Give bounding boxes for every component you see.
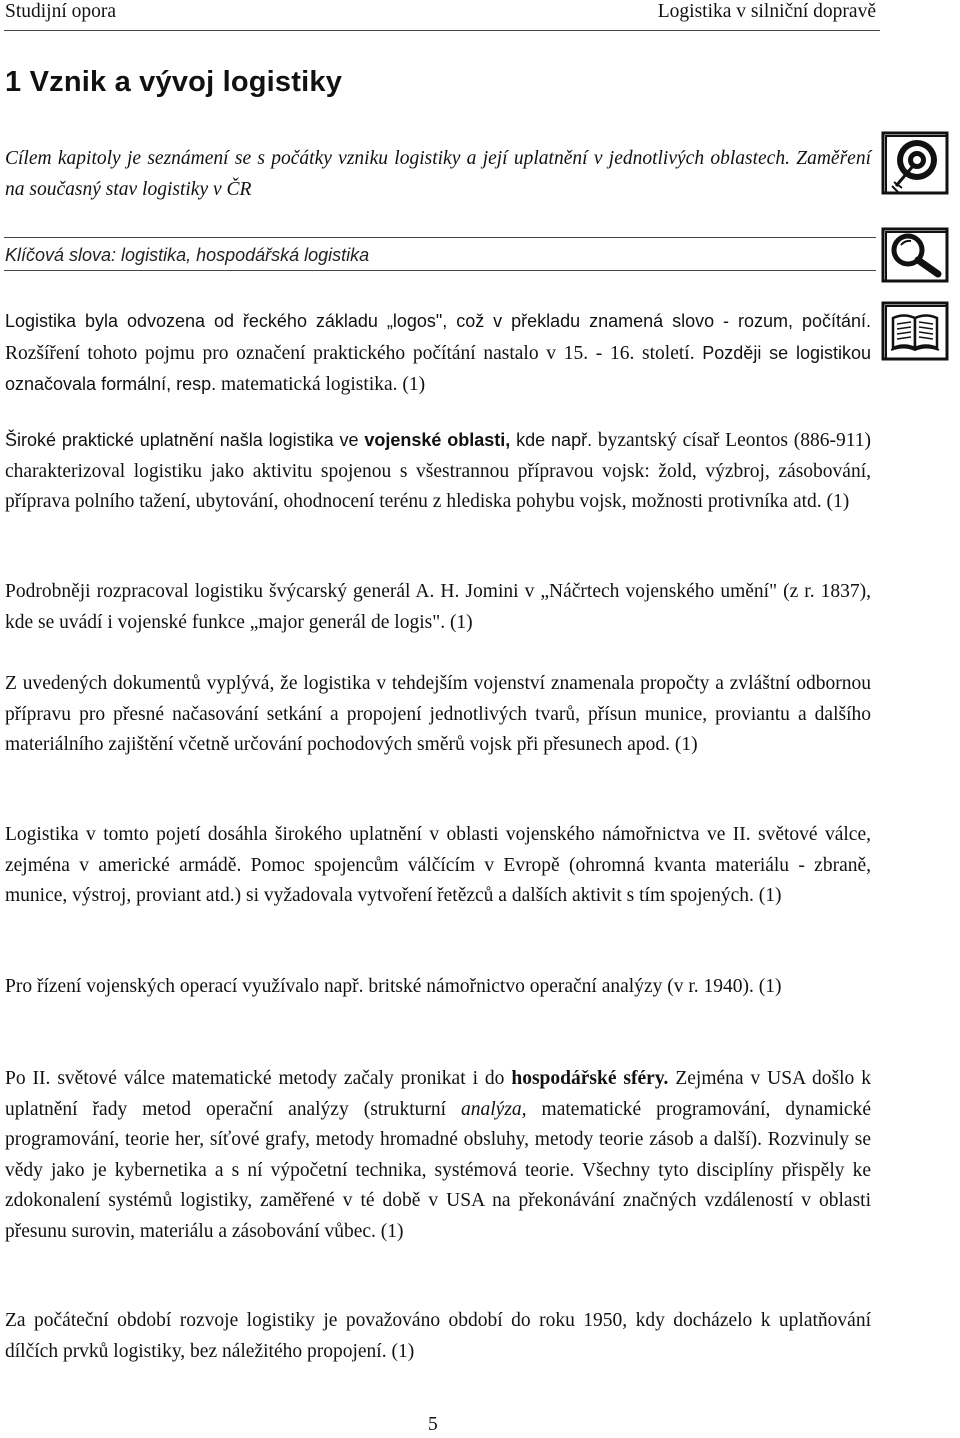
paragraph-5: Logistika v tomto pojetí dosáhla širokého uplatnění v oblasti vojenského námořnictva ve II. světové válce, zejména v americké armádě. Pomoc spojencům válčícím v Evropě (ohromná kvanta materiálu - zbraně, munice, výstroj, proviant atd.) si vyžadovala vytvoření řetězců a dalších aktivit s tím spojených. (1) — [5, 824, 871, 906]
paragraph-1-part-b: Rozšíření tohoto pojmu pro označení praktického počítání nastalo v 15. - 16. století. — [5, 342, 703, 364]
paragraph-7 — [5, 1064, 871, 1247]
page-header — [0, 0, 960, 32]
paragraph-7-italic: analýza, — [461, 1098, 527, 1120]
keywords-bottom-rule — [4, 270, 876, 271]
paragraph-2-part-a: Široké praktické uplatnění našla logistika ve — [5, 430, 365, 450]
paragraph-6: Pro řízení vojenských operací využívalo např. britské námořnictvo operační analýzy (v r. 1940). (1) — [5, 976, 782, 997]
paragraph-1 — [5, 306, 871, 401]
paragraph-1-part-a: Logistika byla odvozena od řeckého základu „logos", což v překladu znamená slovo - rozum, počítání. — [5, 311, 871, 331]
keywords: Klíčová slova: logistika, hospodářská logistika — [5, 245, 370, 265]
paragraph-1-part-c: Později se logistikou označovala formální, resp. — [5, 342, 872, 394]
chapter-title: 1 Vznik a vývoj logistiky — [5, 66, 343, 98]
paragraph-7-bold: hospodářské sféry. — [511, 1068, 669, 1089]
open-book-icon — [880, 300, 950, 362]
page-number: 5 — [428, 1414, 438, 1435]
paragraph-2-part-c: kde např. — [510, 430, 593, 450]
target-icon — [880, 130, 950, 196]
paragraph-2-bold: vojenské oblasti, — [364, 430, 511, 450]
paragraph-7-part-c: Zejména v USA došlo k uplatnění řady metod operační analýzy (strukturní — [5, 1068, 872, 1120]
paragraph-1-part-d: matematická logistika. (1) — [216, 374, 426, 395]
paragraph-2-part-d: byzantský císař Leontos (886-911) charakterizoval logistiku jako aktivitu spojenou s všestrannou přípravou vojsk: žold, výzbroj, zásobování, příprava polního tažení, ubytování, ohodnocení terénu z hlediska pohybu vojsk, možnosti protivníka atd. (1) — [5, 430, 871, 512]
paragraph-2 — [5, 425, 871, 518]
paragraph-4: Z uvedených dokumentů vyplývá, že logistika v tehdejším vojenství znamenala propočty a zvláštní odbornou přípravu pro přesné načasování setkání a propojení jednotlivých tvarů, přísun munice, proviantu a dalšího materiálního zajištění včetně určování pochodových směrů vojsk při přesunech apod. (1) — [5, 673, 871, 755]
paragraph-7-part-a: Po II. světové válce matematické metody začaly pronikat i do — [5, 1068, 512, 1089]
chapter-goal: Cílem kapitoly je seznámení se s počátky vzniku logistiky a její uplatnění v jednotlivých oblastech. Zaměření na současný stav logistiky v ČR — [5, 148, 871, 200]
magnifier-icon — [880, 226, 950, 284]
paragraph-8: Za počáteční období rozvoje logistiky je považováno období do roku 1950, kdy docházelo k uplatňování dílčích prvků logistiky, bez náležitého propojení. (1) — [5, 1310, 871, 1362]
header-right-text: Logistika v silniční dopravě — [657, 1, 876, 22]
keywords-top-rule — [4, 237, 876, 238]
paragraph-7-part-e: matematické programování, dynamické programování, teorie her, síťové grafy, metody hromadné obsluhy, metody teorie zásob a další). Rozvinuly se vědy jako je kybernetika a s ní výpočetní technika, systémová teorie. Všechny tyto disciplíny přispěly ke zdokonalení systémů logistiky, zaměřené v té době v USA na překonávání značných vzdáleností v oblasti přesunu surovin, materiálu a zásobování vůbec. (1) — [5, 1098, 871, 1242]
paragraph-3: Podrobněji rozpracoval logistiku švýcarský generál A. H. Jomini v „Náčrtech vojenského umění" (z r. 1837), kde se uvádí i vojenské funkce „major generál de logis". (1) — [5, 581, 871, 633]
header-left-text: Studijní opora — [5, 1, 117, 22]
header-rule — [4, 30, 880, 31]
